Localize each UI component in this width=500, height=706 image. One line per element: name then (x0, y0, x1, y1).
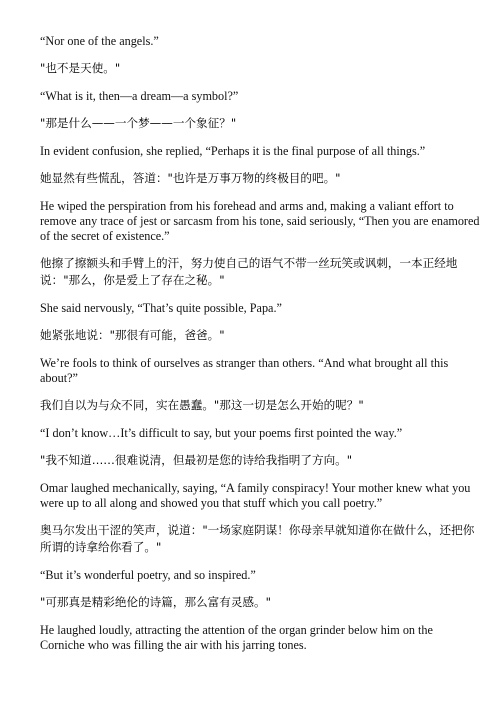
chinese-paragraph: 她紧张地说："那很有可能，爸爸。" (40, 328, 225, 342)
english-paragraph: He laughed loudly, attracting the attention of the organ grinder below him on the Corniche who was filling the air with his jarring tones. (40, 623, 433, 652)
english-paragraph: “What is it, then—a dream—a symbol?” (40, 89, 239, 103)
english-paragraph: “Nor one of the angels.” (40, 34, 159, 48)
chinese-paragraph: 她显然有些慌乱，答道："也许是万事万物的终极目的吧。" (40, 171, 341, 185)
chinese-paragraph: "我不知道……很难说清，但最初是您的诗给我指明了方向。" (40, 453, 353, 467)
english-paragraph: “I don’t know…It’s difficult to say, but your poems first pointed the way.” (40, 426, 403, 440)
english-paragraph: Omar laughed mechanically, saying, “A family conspiracy! Your mother knew what you were up to all along and showed you that stuff which you call poetry.” (40, 481, 471, 510)
english-paragraph: She said nervously, “That’s quite possible, Papa.” (40, 301, 282, 315)
english-paragraph: In evident confusion, she replied, “Perhaps it is the final purpose of all things.” (40, 144, 426, 158)
english-paragraph: He wiped the perspiration from his forehead and arms and, making a valiant effort to remove any trace of jest or sarcasm from his tone, said seriously, “Then you are enamored of the secret of existence.” (40, 199, 480, 243)
chinese-paragraph: 奥马尔发出干涩的笑声，说道："一场家庭阴谋！你母亲早就知道你在做什么，还把你所谓的诗拿给你看了。" (40, 523, 475, 554)
chinese-paragraph: "可那真是精彩绝伦的诗篇，那么富有灵感。" (40, 595, 271, 609)
chinese-paragraph: "也不是天使。" (40, 61, 121, 75)
chinese-paragraph: 他擦了擦额头和手臂上的汗，努力使自己的语气不带一丝玩笑或讽刺，一本正经地说："那么，你是爱上了存在之秘。" (40, 256, 458, 287)
english-paragraph: We’re fools to think of ourselves as stranger than others. “And what brought all this about?” (40, 356, 449, 385)
chinese-paragraph: "那是什么——一个梦——一个象征？" (40, 116, 237, 130)
chinese-paragraph: 我们自以为与众不同，实在愚蠢。"那这一切是怎么开始的呢？" (40, 398, 364, 412)
english-paragraph: “But it’s wonderful poetry, and so inspired.” (40, 568, 256, 582)
